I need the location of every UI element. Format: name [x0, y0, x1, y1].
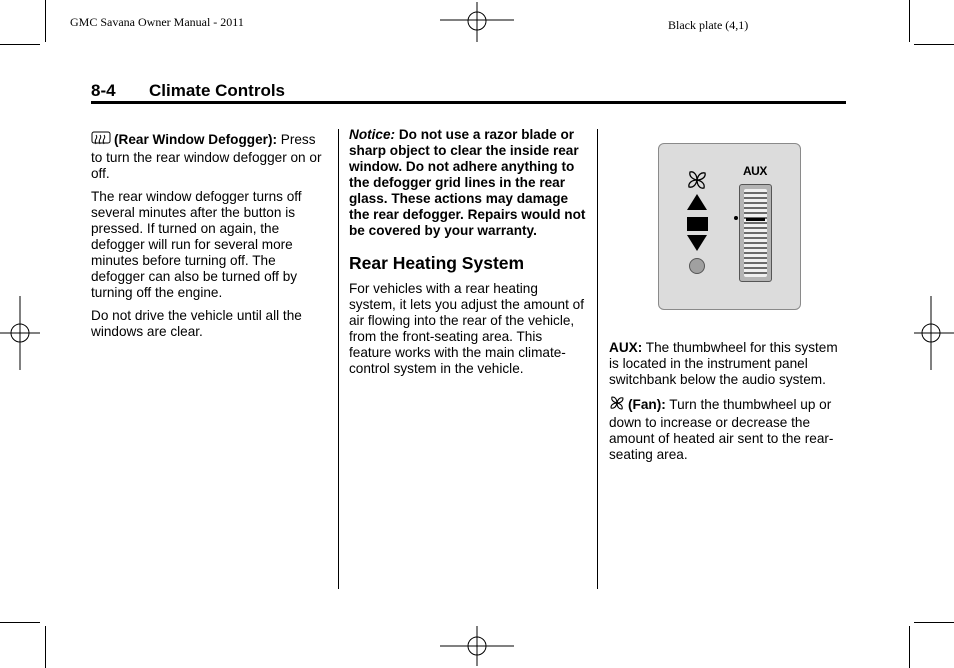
crop-mark	[45, 626, 46, 668]
fan-paragraph	[609, 395, 849, 463]
fan-speed-block-icon	[687, 217, 708, 231]
registration-mark-right	[910, 296, 954, 372]
registration-mark-left	[0, 296, 44, 372]
aux-text: The thumbwheel for this system is located in the instrument panel switchbank below the audio system.	[609, 340, 838, 387]
aux-paragraph	[609, 340, 849, 388]
fan-icon	[609, 395, 625, 415]
column-1	[91, 131, 326, 347]
fan-text: Turn the thumbwheel up or down to increase or decrease the amount of heated air sent to the rear-seating area.	[609, 397, 834, 462]
section-header	[91, 81, 285, 101]
crop-mark	[45, 0, 46, 42]
column-divider	[338, 129, 339, 589]
crop-mark	[914, 622, 954, 623]
column-3	[609, 340, 849, 470]
fan-label: (Fan):	[628, 397, 666, 412]
defogger-paragraph	[91, 131, 326, 182]
crop-mark	[909, 626, 910, 668]
rear-heating-heading: Rear Heating System	[349, 253, 525, 273]
panel-aux-label: AUX	[743, 164, 767, 178]
manual-title: GMC Savana Owner Manual - 2011	[70, 15, 244, 29]
header-rule	[91, 101, 846, 104]
section-number: 8-4	[91, 81, 116, 100]
notice-label: Notice:	[349, 127, 396, 142]
crop-mark	[0, 44, 40, 45]
defogger-drive-paragraph: Do not drive the vehicle until all the windows are clear.	[91, 308, 302, 339]
defogger-label: (Rear Window Defogger):	[114, 132, 277, 147]
crop-mark	[909, 0, 910, 42]
arrow-down-icon	[686, 234, 708, 252]
rear-defogger-icon	[91, 131, 111, 150]
rear-heating-body: For vehicles with a rear heating system, it lets you adjust the amount of air flowing into the rear of the vehicle, from the front-seating area. This feature works with the main climate-control system in the vehicle.	[349, 281, 584, 376]
arrow-up-icon	[686, 193, 708, 211]
defogger-text: Press to turn the rear window defogger on or off.	[91, 132, 322, 181]
column-2	[349, 127, 587, 384]
notice-paragraph	[349, 127, 587, 239]
column-divider	[597, 129, 598, 589]
defogger-timing-paragraph: The rear window defogger turns off several minutes after the button is pressed. If turned on again, the defogger will run for several more minutes before turning off. The defogger can also be turned off by turning off the engine.	[91, 189, 302, 300]
section-title: Climate Controls	[149, 81, 286, 100]
position-dot	[734, 216, 738, 220]
notice-text: Do not use a razor blade or sharp object to clear the inside rear window. Do not adhere anything to the defogger grid lines in the rear glass. These actions may damage the rear defogger. Repairs would not be covered by your warranty.	[349, 127, 586, 238]
aux-control-panel	[658, 143, 801, 310]
registration-mark-top	[440, 0, 516, 42]
fan-icon	[686, 169, 708, 191]
aux-thumbwheel[interactable]	[739, 184, 772, 282]
indicator-light	[689, 258, 705, 274]
crop-mark	[0, 622, 40, 623]
registration-mark-bottom	[440, 626, 516, 668]
crop-mark	[914, 44, 954, 45]
aux-label: AUX:	[609, 340, 643, 355]
plate-label: Black plate (4,1)	[668, 18, 749, 32]
